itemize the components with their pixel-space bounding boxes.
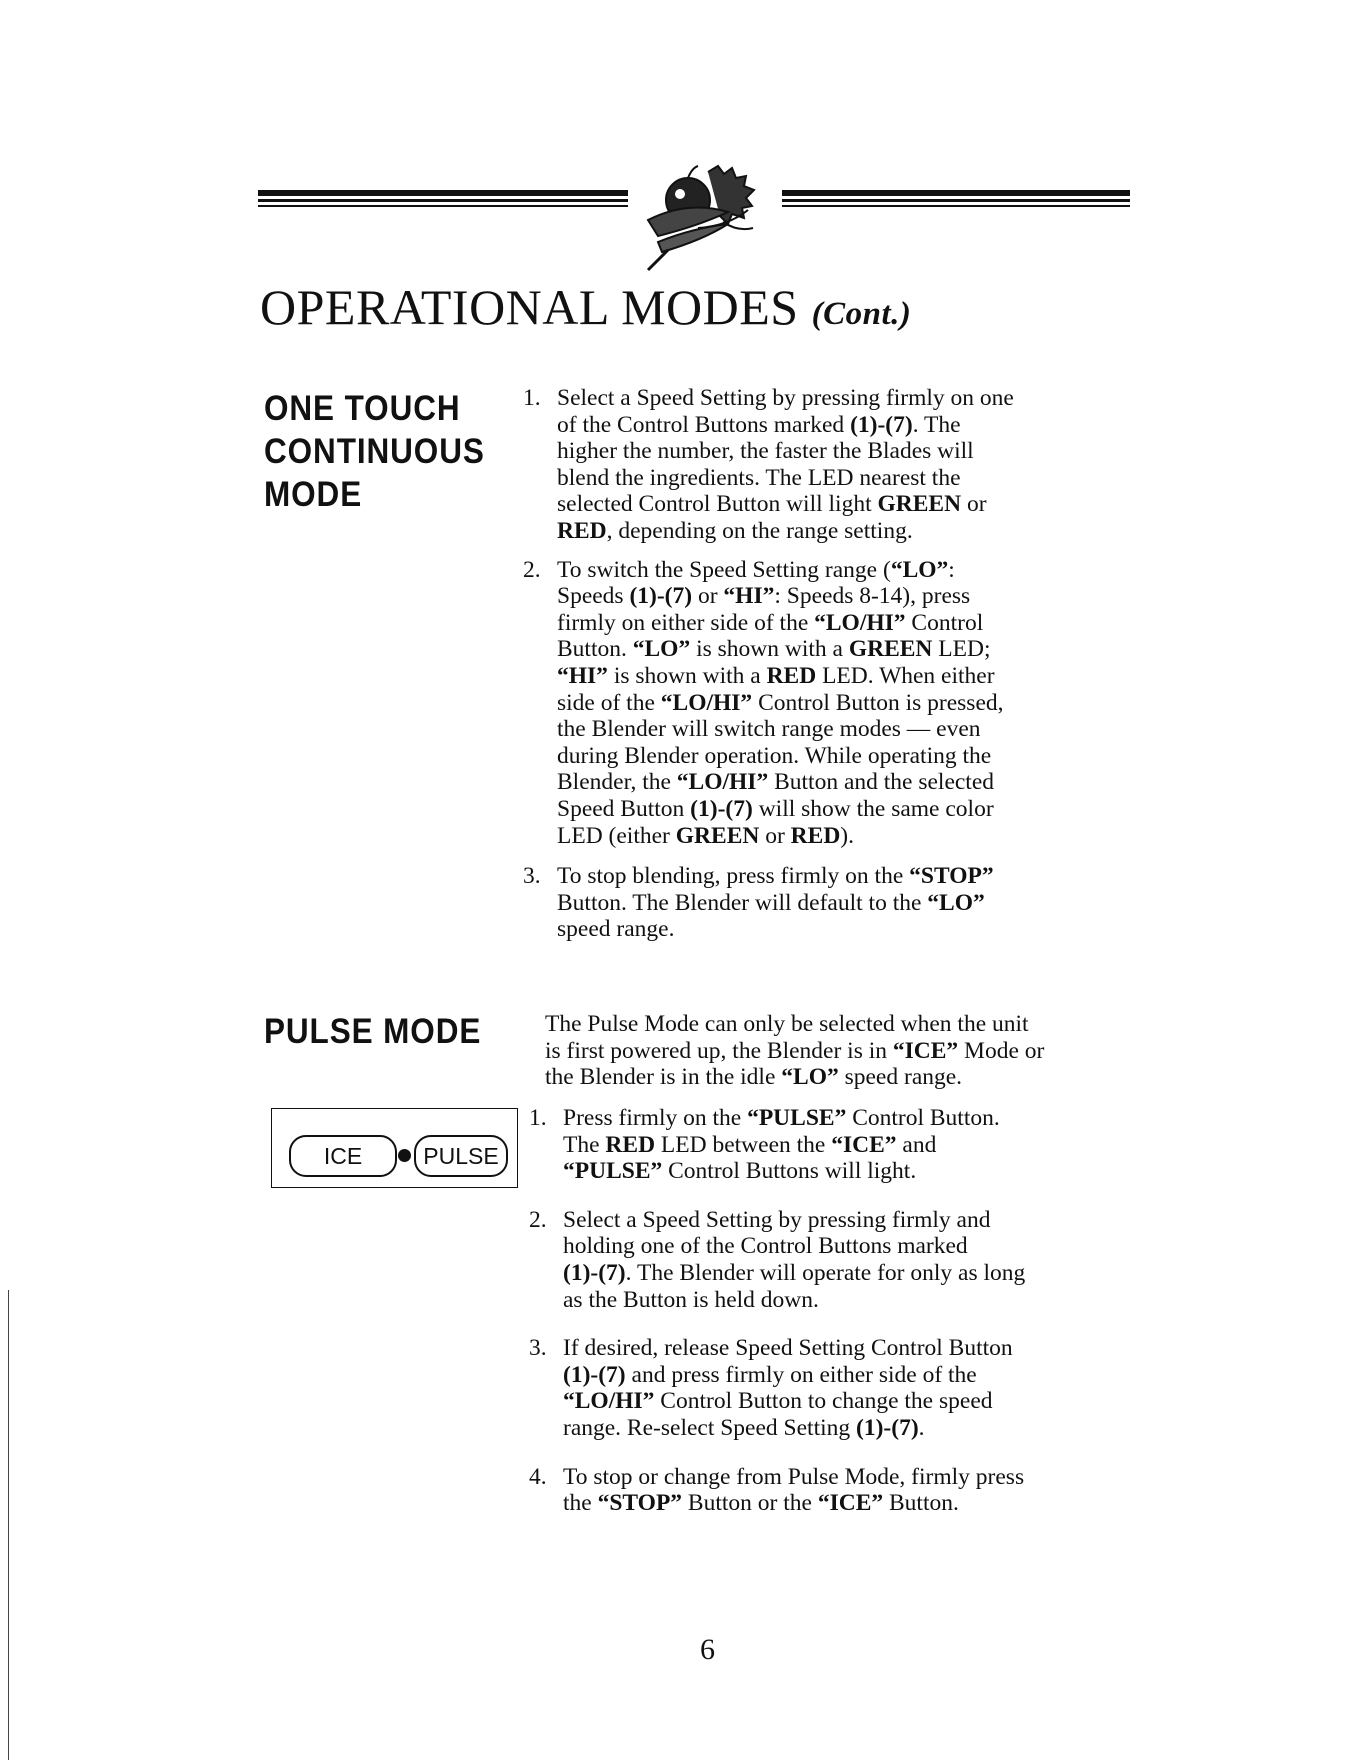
ice-button-label: ICE — [323, 1142, 363, 1169]
text-line — [563, 1464, 1025, 1491]
text-run: is shown with a — [690, 636, 849, 663]
fruit-vegetable-emblem-icon — [628, 150, 786, 272]
step-item — [523, 556, 1014, 850]
text-run: the Blender will switch range modes — even — [557, 716, 981, 743]
text-run: Control — [905, 609, 984, 636]
text-line — [557, 716, 1014, 743]
text-line — [557, 610, 1014, 637]
bold-text-run: RED — [790, 822, 841, 849]
text-run: The — [563, 1131, 606, 1158]
bold-text-run: “ICE” — [892, 1037, 959, 1064]
text-run: Select a Speed Setting by pressing firmly on one — [557, 385, 1014, 411]
step-item — [523, 863, 1014, 943]
step-number: 1. — [529, 1105, 547, 1131]
text-run: and — [896, 1131, 937, 1158]
bold-text-run: “LO/HI” — [814, 609, 906, 636]
bold-text-run: “LO/HI” — [660, 689, 753, 716]
text-run: Control Button. — [846, 1105, 1000, 1131]
text-run: the Blender is in the idle — [545, 1064, 782, 1091]
step-text — [557, 385, 1014, 545]
text-line — [557, 557, 1014, 584]
text-line — [557, 518, 1014, 545]
text-line — [557, 863, 1014, 890]
bold-text-run: (1)-(7) — [563, 1259, 626, 1286]
text-run: firmly on either side of the — [557, 609, 815, 636]
bold-text-run: RED — [557, 517, 607, 544]
section-heading-pulse-mode — [264, 1010, 481, 1053]
text-run: or — [759, 822, 791, 849]
pulse-mode-steps — [529, 1105, 1026, 1517]
bold-text-run: “PULSE” — [563, 1158, 663, 1185]
text-line — [563, 1388, 1025, 1415]
text-line — [545, 1064, 1044, 1091]
text-run: speed range. — [557, 916, 675, 943]
text-run: Button. — [883, 1490, 959, 1517]
text-run: of the Control Buttons marked — [557, 411, 851, 438]
bold-text-run: “ICE” — [831, 1131, 897, 1158]
bold-text-run: (1)-(7) — [690, 795, 753, 822]
text-line — [557, 769, 1014, 796]
text-run: Select a Speed Setting by pressing firmly and — [563, 1206, 991, 1233]
text-run: , depending on the range setting. — [606, 517, 913, 544]
bold-text-run: “STOP” — [909, 863, 994, 890]
red-led-indicator-icon — [398, 1149, 411, 1162]
text-line — [563, 1362, 1025, 1389]
text-run: is first powered up, the Blender is in — [545, 1037, 893, 1064]
step-number: 2. — [523, 556, 541, 583]
text-line — [557, 583, 1014, 610]
text-run: To stop or change from Pulse Mode, firmly press — [563, 1463, 1025, 1490]
text-run: speed range. — [838, 1064, 963, 1091]
text-line — [563, 1105, 1025, 1132]
text-run: Speed Button — [557, 795, 691, 822]
text-run: If desired, release Speed Setting Control Button — [563, 1335, 1013, 1362]
text-run: . The Blender will operate for only as long — [625, 1259, 1026, 1286]
step-number: 1. — [523, 385, 541, 411]
text-run: selected Control Button will light — [557, 491, 878, 518]
text-line — [557, 916, 1014, 943]
text-run: will show the same color — [752, 795, 994, 822]
text-run: Button and the selected — [768, 769, 995, 796]
text-line — [563, 1207, 1025, 1234]
bold-text-run: GREEN — [848, 636, 933, 663]
bold-text-run: “LO” — [927, 889, 985, 916]
bold-text-run: (1)-(7) — [629, 583, 693, 610]
section-heading-line: ONE TOUCH — [264, 389, 461, 428]
text-line — [557, 491, 1014, 518]
bold-text-run: “LO/HI” — [563, 1388, 655, 1415]
text-run: range. Re-select Speed Setting — [563, 1414, 857, 1441]
step-number: 3. — [523, 863, 541, 890]
text-line — [557, 823, 1014, 850]
text-run: Blender, the — [557, 769, 677, 796]
step-text — [557, 863, 1014, 943]
text-run: Mode or — [958, 1037, 1045, 1064]
bold-text-run: “ICE” — [817, 1490, 884, 1517]
bold-text-run: “PULSE” — [747, 1105, 847, 1131]
text-line — [545, 1038, 1044, 1065]
bold-text-run: “LO” — [632, 636, 691, 663]
page-title — [260, 278, 911, 336]
text-run: higher the number, the faster the Blades will — [557, 438, 974, 465]
text-run: LED (either — [557, 822, 676, 849]
bold-text-run: RED — [766, 662, 817, 689]
text-line — [557, 412, 1014, 439]
step-item — [529, 1105, 1025, 1185]
step-number: 3. — [529, 1335, 547, 1362]
text-line — [557, 743, 1014, 770]
bold-text-run: (1)-(7) — [563, 1361, 626, 1388]
bold-text-run: GREEN — [675, 822, 760, 849]
ice-button-illustration — [289, 1135, 397, 1177]
text-line — [557, 663, 1014, 690]
text-run: holding one of the Control Buttons marked — [563, 1233, 968, 1260]
bold-text-run: “LO” — [781, 1064, 839, 1091]
step-text — [557, 557, 1014, 850]
text-line — [557, 385, 1014, 412]
page-title-text: OPERATIONAL MODES — [260, 279, 799, 335]
text-run: To stop blending, press firmly on the — [557, 863, 910, 890]
text-run: To switch the Speed Setting range ( — [557, 556, 891, 583]
step-number: 4. — [529, 1463, 547, 1490]
ice-pulse-button-diagram — [271, 1108, 518, 1188]
step-item — [529, 1335, 1025, 1441]
section-heading-line: PULSE MODE — [264, 1012, 482, 1051]
text-line — [557, 796, 1014, 823]
scan-edge-line — [8, 1290, 9, 1760]
step-item — [523, 385, 1014, 545]
step-number: 2. — [529, 1206, 547, 1233]
bold-text-run: (1)-(7) — [850, 411, 913, 438]
text-run: as the Button is held down. — [563, 1286, 819, 1313]
step-text — [563, 1105, 1025, 1185]
text-line — [563, 1260, 1025, 1287]
text-run: blend the ingredients. The LED nearest the — [557, 464, 961, 491]
text-run: : — [948, 556, 955, 583]
text-run: the — [563, 1490, 598, 1517]
bold-text-run: “LO/HI” — [676, 769, 769, 796]
text-line — [563, 1287, 1025, 1314]
text-run: during Blender operation. While operating the — [557, 742, 992, 769]
text-run: Speeds — [557, 583, 630, 610]
text-line — [563, 1233, 1025, 1260]
text-line — [563, 1158, 1025, 1185]
text-line — [557, 465, 1014, 492]
text-run: ). — [840, 822, 854, 849]
continuous-mode-steps — [523, 385, 1014, 943]
text-run: or — [961, 491, 987, 518]
page-number: 6 — [700, 1633, 715, 1666]
text-run: and press firmly on either side of the — [625, 1361, 977, 1388]
text-run: Control Button is pressed, — [752, 689, 1004, 716]
header-rule-left — [258, 190, 628, 212]
text-line — [563, 1132, 1025, 1159]
text-run: LED; — [932, 636, 991, 663]
text-run: LED. When either — [816, 662, 995, 689]
pulse-button-label: PULSE — [423, 1142, 499, 1169]
text-line — [557, 690, 1014, 717]
step-item — [529, 1463, 1025, 1517]
text-run: Button. — [557, 636, 633, 663]
text-line — [563, 1490, 1025, 1517]
pulse-button-illustration — [414, 1135, 508, 1177]
header-rule-right — [782, 190, 1130, 212]
text-run: LED between the — [655, 1131, 832, 1158]
text-line — [557, 636, 1014, 663]
bold-text-run: “HI” — [557, 662, 608, 689]
text-run: Button or the — [682, 1490, 818, 1517]
text-line — [563, 1415, 1025, 1442]
text-run: : Speeds 8-14), press — [774, 583, 971, 610]
bold-text-run: “STOP” — [597, 1490, 683, 1517]
page-title-suffix: (Cont.) — [811, 296, 912, 332]
pulse-mode-intro — [545, 1011, 1044, 1091]
bold-text-run: GREEN — [877, 491, 962, 518]
text-run: Button. The Blender will default to the — [557, 889, 928, 916]
text-run: Control Button to change the speed — [654, 1388, 993, 1415]
text-line — [563, 1335, 1025, 1362]
section-heading-line: MODE — [264, 475, 363, 514]
bold-text-run: “HI” — [723, 583, 775, 610]
text-run: The Pulse Mode can only be selected when the unit — [545, 1011, 1029, 1037]
text-line — [557, 438, 1014, 465]
text-run: Press firmly on the — [563, 1105, 748, 1131]
step-text — [563, 1207, 1025, 1313]
bold-text-run: (1)-(7) — [856, 1414, 919, 1441]
text-run: . The — [912, 411, 961, 438]
bold-text-run: “LO” — [890, 556, 949, 583]
text-run: . — [918, 1414, 925, 1441]
text-line — [545, 1011, 1044, 1038]
text-run: side of the — [557, 689, 661, 716]
step-text — [563, 1464, 1025, 1517]
step-item — [529, 1206, 1026, 1313]
step-text — [563, 1335, 1025, 1441]
text-line — [557, 890, 1014, 917]
text-run: is shown with a — [607, 662, 767, 689]
text-run: Control Buttons will light. — [662, 1158, 917, 1185]
bold-text-run: RED — [605, 1131, 656, 1158]
text-run: or — [692, 583, 724, 610]
section-heading-line: CONTINUOUS — [264, 432, 485, 471]
section-heading-one-touch-continuous-mode — [264, 387, 485, 516]
